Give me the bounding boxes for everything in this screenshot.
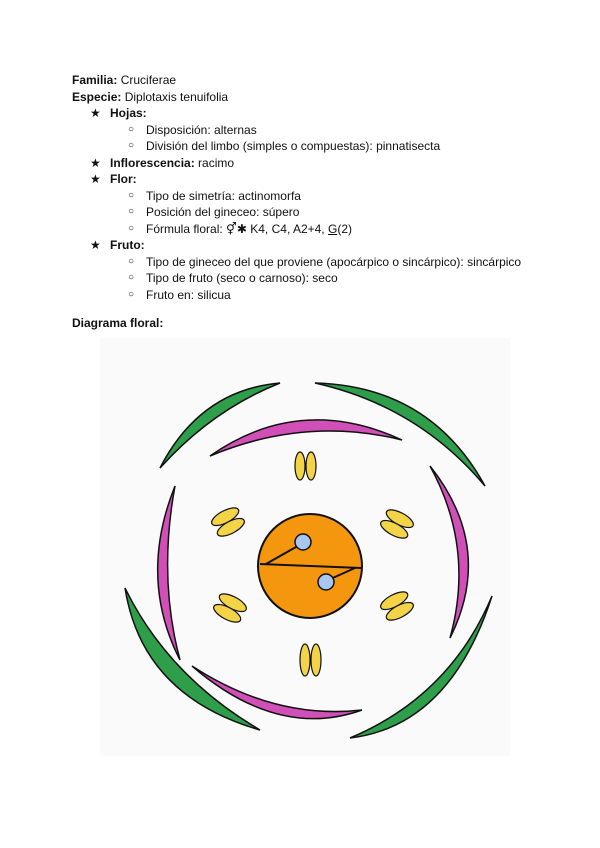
stamen-upper-left xyxy=(209,504,247,539)
star-bullet-icon: ★ xyxy=(90,155,101,170)
floral-diagram-svg xyxy=(100,338,510,756)
sepal-top-left xyxy=(160,383,280,468)
list-item: ○ Tipo de simetría: actinomorfa xyxy=(128,188,301,203)
especie-label: Especie: xyxy=(72,89,122,104)
petal-right xyxy=(430,466,468,638)
familia-line xyxy=(72,72,572,89)
petal-left xyxy=(158,486,180,660)
gynoecium-symbol: G xyxy=(327,221,338,236)
list-item: ○ Fruto en: silicua xyxy=(128,287,231,302)
familia-label: Familia: xyxy=(72,73,118,87)
circle-bullet-icon: ○ xyxy=(128,123,135,135)
circle-bullet-icon: ○ xyxy=(128,206,135,217)
diagram-title: Diagrama floral: xyxy=(72,316,164,330)
circle-bullet-icon: ○ xyxy=(128,222,135,234)
circle-bullet-icon: ○ xyxy=(128,189,135,201)
fruto-heading: ★ Fruto: xyxy=(90,238,145,252)
ovule-lower xyxy=(318,574,334,590)
familia-value: Cruciferae xyxy=(120,73,177,87)
list-item: ○ Disposición: alternas xyxy=(128,122,257,137)
stamen-lower-left xyxy=(211,590,249,625)
stamen-upper-right xyxy=(378,506,416,541)
flor-heading: ★ Flor: xyxy=(90,172,137,186)
floral-diagram xyxy=(100,338,510,756)
formula-symbols: ⚥✱ xyxy=(226,221,247,236)
star-bullet-icon: ★ xyxy=(90,106,101,120)
stamen-lower-right xyxy=(378,588,416,623)
circle-bullet-icon: ○ xyxy=(128,140,135,151)
list-item: ○ División del limbo (simples o compuestas): pinnatisecta xyxy=(128,139,441,153)
stamen-top xyxy=(295,452,316,480)
star-bullet-icon: ★ xyxy=(90,238,101,252)
hojas-heading: ★ Hojas: xyxy=(90,106,147,120)
circle-bullet-icon: ○ xyxy=(128,272,135,283)
especie-line xyxy=(72,89,572,106)
stamen-bottom xyxy=(300,644,321,676)
circle-bullet-icon: ○ xyxy=(128,255,135,267)
sepal-top-right xyxy=(315,383,485,486)
floral-formula: ○ Fórmula floral: ⚥✱ K4, C4, A2+4, G(2) xyxy=(128,221,352,236)
ovule-upper xyxy=(295,534,311,550)
species-sheet xyxy=(72,72,572,303)
petal-top xyxy=(210,420,402,456)
star-bullet-icon: ★ xyxy=(90,172,101,186)
inflorescencia-heading: ★ Inflorescencia: racimo xyxy=(90,155,235,170)
sepal-bottom-right xyxy=(350,596,492,738)
list-item: ○ Posición del gineceo: súpero xyxy=(128,205,300,219)
list-item: ○ Tipo de fruto (seco o carnoso): seco xyxy=(128,271,338,285)
especie-value: Diplotaxis tenuifolia xyxy=(124,89,229,104)
circle-bullet-icon: ○ xyxy=(128,288,135,300)
list-item: ○ Tipo de gineceo del que proviene (apocárpico o sincárpico): sincárpico xyxy=(128,254,522,269)
